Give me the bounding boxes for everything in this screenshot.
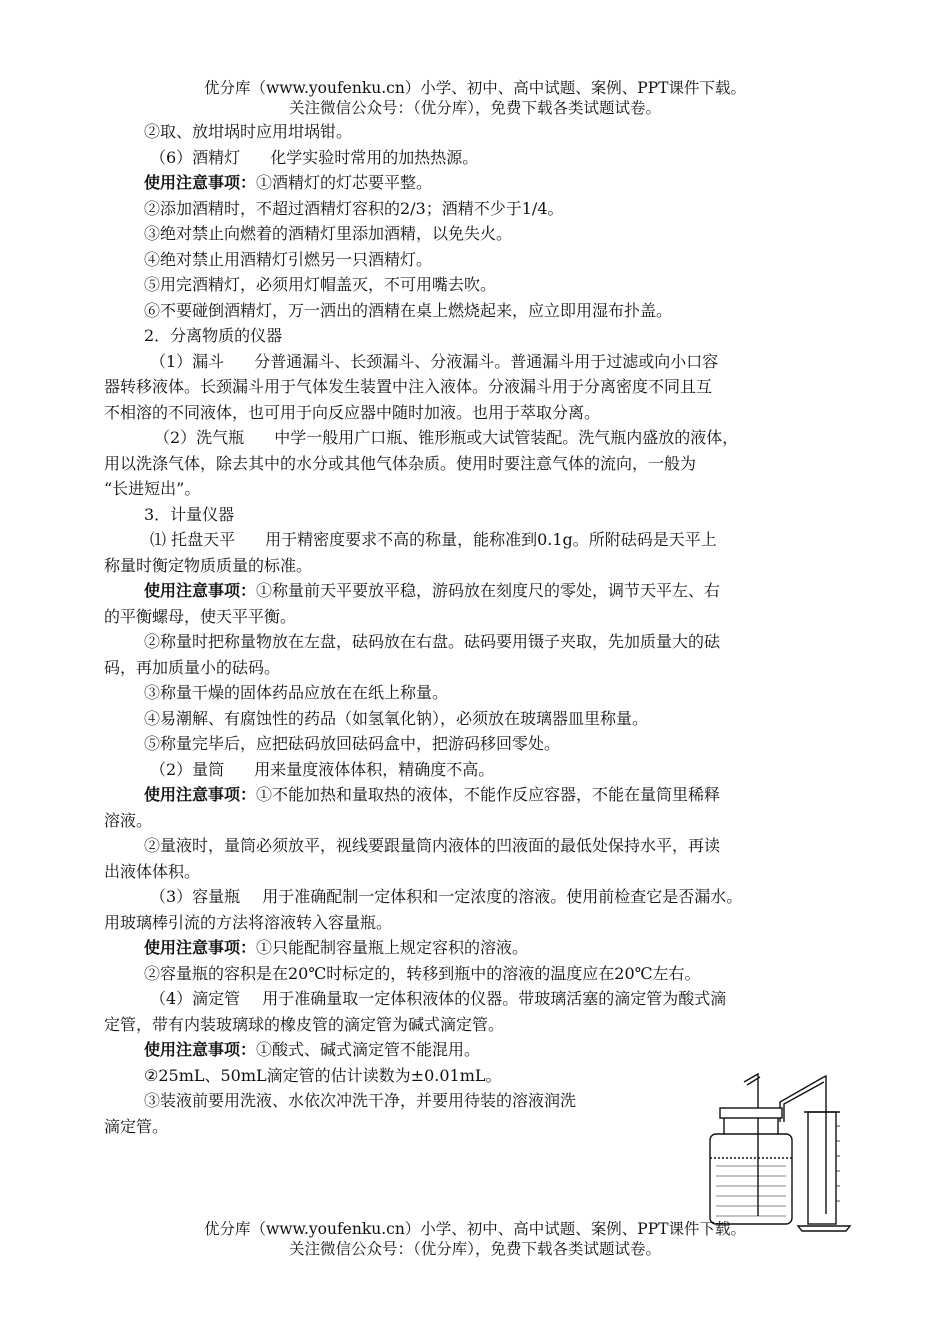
line-36: 定管，带有内装玻璃球的橡皮管的滴定管为碱式滴定管。 bbox=[104, 1014, 505, 1034]
header-line-1: 优分库（www.youfenku.cn）小学、初中、高中试题、案例、PPT课件下载。 bbox=[203, 79, 747, 97]
line-37 bbox=[104, 1037, 849, 1063]
line-10 bbox=[104, 349, 849, 375]
line-29: ②量液时，量筒必须放平，视线要跟量筒内液体的凹液面的最低处保持水平，再读 bbox=[144, 836, 721, 855]
line-25: ⑤称量完毕后，应把砝码放回砝码盒中，把游码移回零处。 bbox=[144, 734, 561, 753]
flask-heading: （3）容量瓶 bbox=[150, 887, 241, 906]
burette-heading: （4）滴定管 bbox=[150, 989, 241, 1008]
section-3-heading: 3．计量仪器 bbox=[144, 504, 235, 524]
alcohol-lamp-heading: （6）酒精灯 bbox=[150, 147, 241, 167]
line-22: 码，再加质量小的砝码。 bbox=[104, 657, 281, 677]
line-28: 溶液。 bbox=[104, 810, 153, 830]
line-38: ②25mL、50mL滴定管的估计读数为±0.01mL。 bbox=[144, 1065, 502, 1085]
line-02 bbox=[104, 145, 849, 171]
footer-line-2: 关注微信公众号：（优分库），免费下载各类试题试卷。 bbox=[288, 1240, 661, 1258]
line-05: ③绝对禁止向燃着的酒精灯里添加酒精，以免失火。 bbox=[144, 224, 513, 243]
line-03-text: ①酒精灯的灯芯要平整。 bbox=[256, 173, 433, 192]
line-35 bbox=[104, 986, 849, 1012]
inlet-tube bbox=[744, 1074, 758, 1216]
funnel-heading: （1）漏斗 bbox=[150, 351, 225, 371]
flask-desc: 用于准确配制一定体积和一定浓度的溶液。使用前检查它是否漏水。 bbox=[262, 887, 743, 906]
line-17 bbox=[104, 527, 849, 553]
gas-washing-bottle-and-graduated-cylinder-drawing-icon bbox=[700, 1066, 855, 1234]
wash-bottle bbox=[710, 1134, 792, 1224]
line-32: 用玻璃棒引流的方法将溶液转入容量瓶。 bbox=[104, 912, 393, 932]
note-label: 使用注意事项： bbox=[144, 581, 257, 600]
line-18: 称量时衡定物质质量的标准。 bbox=[104, 555, 313, 575]
line-13 bbox=[104, 425, 849, 451]
line-33-text: ①只能配制容量瓶上规定容积的溶液。 bbox=[256, 938, 529, 957]
line-08: ⑥不要碰倒酒精灯，万一洒出的酒精在桌上燃烧起来，应立即用湿布扑盖。 bbox=[144, 300, 673, 320]
note-label: 使用注意事项： bbox=[144, 1040, 257, 1059]
line-07: ⑤用完酒精灯，必须用灯帽盖灭，不可用嘴去吹。 bbox=[144, 275, 497, 294]
wash-bottle-desc: 中学一般用广口瓶、锥形瓶或大试管装配。洗气瓶内盛放的液体， bbox=[274, 428, 739, 447]
line-01: ②取、放坩埚时应用坩埚钳。 bbox=[144, 122, 353, 141]
burette-desc: 用于准确量取一定体积液体的仪器。带玻璃活塞的滴定管为酸式滴 bbox=[262, 989, 727, 1008]
line-19 bbox=[104, 578, 849, 604]
line-23: ③称量干燥的固体药品应放在在纸上称量。 bbox=[144, 683, 449, 702]
line-06: ④绝对禁止用酒精灯引燃另一只酒精灯。 bbox=[144, 249, 433, 269]
line-33 bbox=[104, 935, 849, 961]
cylinder-heading: （2）量筒 bbox=[150, 759, 225, 779]
line-20: 的平衡螺母，使天平平衡。 bbox=[104, 606, 297, 626]
line-12: 不相溶的不同液体，也可用于向反应器中随时加液。也用于萃取分离。 bbox=[104, 402, 601, 422]
line-27 bbox=[104, 782, 849, 808]
line-03 bbox=[104, 170, 849, 196]
balance-heading: ⑴ 托盘天平 bbox=[150, 530, 236, 549]
note-label: 使用注意事项： bbox=[144, 785, 257, 804]
line-15: “长进短出”。 bbox=[104, 479, 201, 498]
funnel-desc: 分普通漏斗、长颈漏斗、分液漏斗。普通漏斗用于过滤或向小口容 bbox=[254, 351, 719, 371]
graduated-cylinder bbox=[808, 1112, 836, 1224]
line-39: ③装液前要用洗液、水依次冲洗干净，并要用待装的溶液润洗 bbox=[144, 1091, 577, 1110]
line-37-text: ①酸式、碱式滴定管不能混用。 bbox=[256, 1040, 481, 1059]
line-26 bbox=[104, 757, 849, 783]
wash-bottle-heading: （2）洗气瓶 bbox=[154, 428, 245, 447]
line-34: ②容量瓶的容积是在20℃时标定的，转移到瓶中的溶液的温度应在20℃左右。 bbox=[144, 963, 701, 983]
balance-desc: 用于精密度要求不高的称量，能称准到0.1g。所附砝码是天平上 bbox=[265, 530, 717, 549]
cylinder-desc: 用来量度液体体积，精确度不高。 bbox=[254, 759, 495, 779]
line-04: ②添加酒精时，不超过酒精灯容积的2/3；酒精不少于1/4。 bbox=[144, 198, 564, 218]
line-11: 器转移液体。长颈漏斗用于气体发生装置中注入液体。分液漏斗用于分离密度不同且互 bbox=[104, 377, 713, 396]
line-30: 出液体体积。 bbox=[104, 861, 201, 881]
note-label: 使用注意事项： bbox=[144, 938, 257, 957]
note-label: 使用注意事项： bbox=[144, 173, 257, 192]
page-body bbox=[104, 119, 849, 1139]
footer-line-1: 优分库（www.youfenku.cn）小学、初中、高中试题、案例、PPT课件下载。 bbox=[203, 1220, 747, 1238]
line-21: ②称量时把称量物放在左盘，砝码放在右盘。砝码要用镊子夹取，先加质量大的砝 bbox=[144, 632, 721, 651]
alcohol-lamp-desc: 化学实验时常用的加热热源。 bbox=[270, 147, 479, 167]
section-2-heading: 2．分离物质的仪器 bbox=[144, 326, 283, 345]
line-24: ④易潮解、有腐蚀性的药品（如氢氧化钠），必须放在玻璃器皿里称量。 bbox=[144, 708, 649, 728]
line-31 bbox=[104, 884, 849, 910]
outlet-tube bbox=[780, 1076, 826, 1214]
line-27-text: ①不能加热和量取热的液体，不能作反应容器，不能在量筒里稀释 bbox=[256, 785, 721, 804]
line-19-text: ①称量前天平要放平稳，游码放在刻度尺的零处，调节天平左、右 bbox=[256, 581, 721, 600]
line-14: 用以洗涤气体，除去其中的水分或其他气体杂质。使用时要注意气体的流向，一般为 bbox=[104, 453, 697, 473]
header-line-2: 关注微信公众号：（优分库），免费下载各类试题试卷。 bbox=[288, 99, 661, 117]
line-40: 滴定管。 bbox=[104, 1116, 169, 1136]
